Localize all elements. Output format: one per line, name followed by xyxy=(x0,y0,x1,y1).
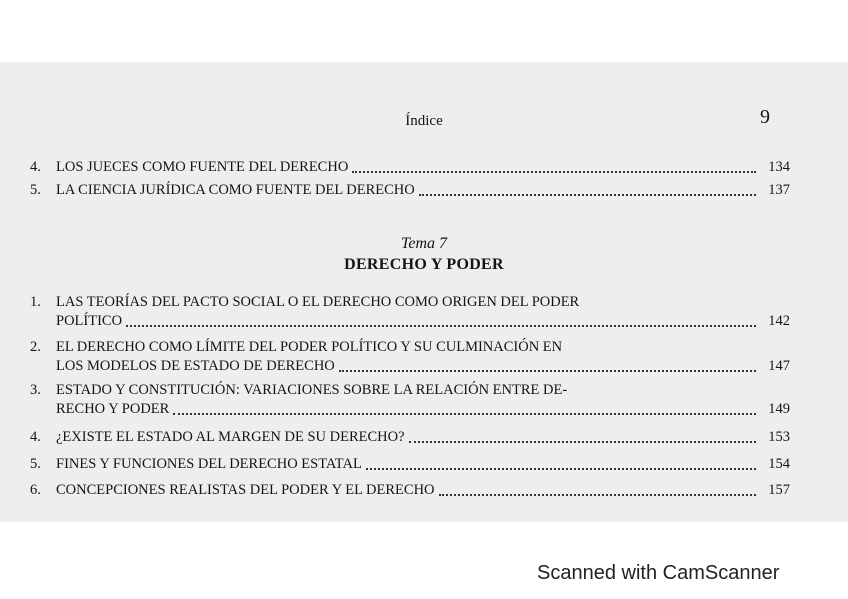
toc-entry xyxy=(30,428,790,447)
toc-entry xyxy=(30,181,790,200)
leader-dots xyxy=(366,468,756,470)
entry-title: LA CIENCIA JURÍDICA COMO FUENTE DEL DERECHO xyxy=(56,182,415,198)
entry-title-line2: POLÍTICO xyxy=(56,313,123,329)
entry-page: 137 xyxy=(768,182,790,198)
entry-title: ¿EXISTE EL ESTADO AL MARGEN DE SU DERECHO? xyxy=(56,429,405,445)
entry-title: LOS JUECES COMO FUENTE DEL DERECHO xyxy=(56,159,349,175)
entry-title-line1: EL DERECHO COMO LÍMITE DEL PODER POLÍTICO Y SU CULMINACIÓN EN xyxy=(56,339,563,355)
leader-dots xyxy=(339,370,756,372)
toc-entry xyxy=(30,481,790,500)
entry-title: CONCEPCIONES REALISTAS DEL PODER Y EL DERECHO xyxy=(56,482,435,498)
section-label: Tema 7 xyxy=(400,235,448,252)
entry-number: 5. xyxy=(30,456,41,472)
entry-page: 142 xyxy=(768,313,790,329)
toc-entry xyxy=(30,158,790,177)
leader-dots xyxy=(439,494,756,496)
leader-dots xyxy=(419,194,756,196)
scanned-page xyxy=(0,62,848,522)
entry-title-line2: LOS MODELOS DE ESTADO DE DERECHO xyxy=(56,358,335,374)
toc-entry xyxy=(30,293,790,331)
entry-title-line2: RECHO Y PODER xyxy=(56,401,170,417)
page-number: 9 xyxy=(760,106,770,128)
entry-number: 6. xyxy=(30,482,41,498)
entry-number: 4. xyxy=(30,159,41,175)
entry-number: 4. xyxy=(30,429,41,445)
leader-dots xyxy=(126,325,756,327)
leader-dots xyxy=(409,441,756,443)
section-title: DERECHO Y PODER xyxy=(344,256,504,273)
entry-title-line1: ESTADO Y CONSTITUCIÓN: VARIACIONES SOBRE LA RELACIÓN ENTRE DE- xyxy=(56,382,568,398)
entry-number: 2. xyxy=(30,339,41,355)
entry-page: 153 xyxy=(768,429,790,445)
entry-page: 147 xyxy=(768,358,790,374)
entry-number: 3. xyxy=(30,382,41,398)
entry-page: 154 xyxy=(768,456,790,472)
toc-entry xyxy=(30,338,790,376)
entry-page: 149 xyxy=(768,401,790,417)
leader-dots xyxy=(173,413,756,415)
scanner-watermark: Scanned with CamScanner xyxy=(537,562,780,584)
toc-entry xyxy=(30,455,790,474)
entry-number: 1. xyxy=(30,294,41,310)
entry-number: 5. xyxy=(30,182,41,198)
leader-dots xyxy=(352,171,756,173)
toc-entry xyxy=(30,381,790,419)
entry-page: 134 xyxy=(768,159,790,175)
entry-title-line1: LAS TEORÍAS DEL PACTO SOCIAL O EL DERECHO COMO ORIGEN DEL PODER xyxy=(56,294,580,310)
entry-page: 157 xyxy=(768,482,790,498)
page-header-title: Índice xyxy=(405,113,443,129)
entry-title: FINES Y FUNCIONES DEL DERECHO ESTATAL xyxy=(56,456,362,472)
